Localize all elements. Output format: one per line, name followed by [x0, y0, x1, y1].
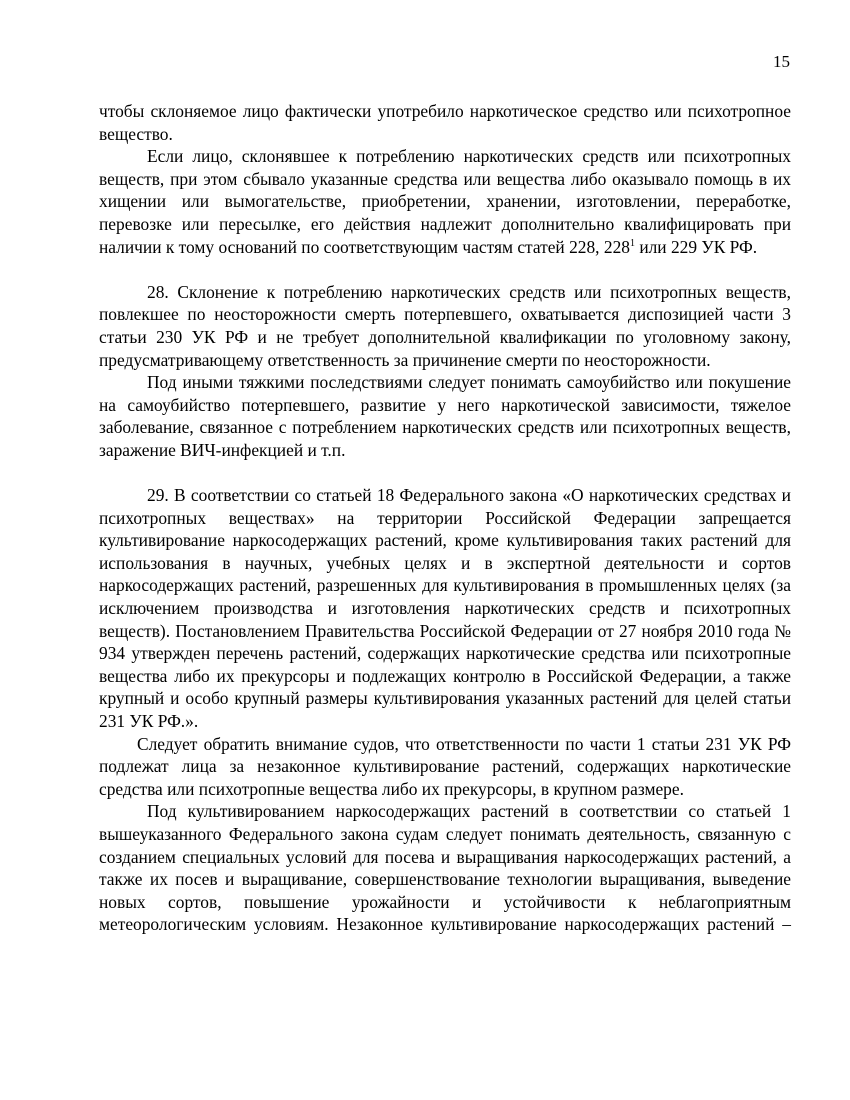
paragraph-item-29: 29. В соответствии со статьей 18 Федерального закона «О наркотических средствах и психотропных веществах» на территории Российской Федерации запрещается культивирование наркосодержащих растений, кроме культивирования таких растений для использования в научных, учебных целях и в экспертной деятельности и сортов наркосодержащих растений, разрешенных для культивирования в промышленных целях (за исключением производства и изготовления наркотических средств и психотропных веществ). Постановлением Правительства Российской Федерации от 27 ноября 2010 года № 934 утвержден перечень растений, содержащих наркотические средства или психотропные вещества либо их прекурсоры и подлежащих контролю в Российской Федерации, а также крупный и особо крупный размеры культивирования указанных растений для целей статьи 231 УК РФ.».: [99, 485, 791, 732]
paragraph-combined-qualification: [99, 145, 791, 258]
paragraph-continuation: чтобы склоняемое лицо фактически употребило наркотическое средство или психотропное вещество.: [99, 101, 791, 144]
paragraph-court-attention: Следует обратить внимание судов, что ответственности по части 1 статьи 231 УК РФ подлежат лица за незаконное культивирование растений, содержащих наркотические средства или психотропные вещества либо их прекурсоры, в крупном размере.: [99, 733, 791, 799]
article-superscript: 1: [629, 237, 635, 249]
paragraph-text-end: или 229 УК РФ.: [634, 236, 758, 257]
page-number: 15: [773, 52, 790, 71]
paragraph-item-28: 28. Склонение к потреблению наркотических средств или психотропных веществ, повлекшее по неосторожности смерть потерпевшего, охватывается диспозицией части 3 статьи 230 УК РФ и не требует дополнительной квалификации по уголовному закону, предусматривающему ответственность за причинение смерти по неосторожности.: [99, 281, 791, 370]
document-body: [99, 100, 791, 936]
paragraph-grave-consequences: Под иными тяжкими последствиями следует понимать самоубийство или покушение на самоубийство потерпевшего, развитие у него наркотической зависимости, тяжелое заболевание, связанное с потреблением наркотических средств или психотропных веществ, заражение ВИЧ-инфекцией и т.п.: [99, 372, 791, 460]
paragraph-cultivation-definition: Под культивированием наркосодержащих растений в соответствии со статьей 1 вышеуказанного Федерального закона судам следует понимать деятельность, связанную с созданием специальных условий для посева и выращивания наркосодержащих растений, а также их посев и выращивание, совершенствование технологии выращивания, выведение новых сортов, повышение урожайности и устойчивости к неблагоприятным метеорологическим условиям. Незаконное культивирование наркосодержащих растений –: [99, 801, 791, 935]
paragraph-text: Если лицо, склонявшее к потреблению наркотических средств или психотропных веществ, при этом сбывало указанные средства или вещества либо оказывало помощь в их хищении или вымогательстве, приобретении, хранении, изготовлении, переработке, перевозке или пересылке, его действия надлежит дополнительно квалифицировать при наличии к тому оснований по соответствующим частям статей 228, 228: [99, 146, 791, 257]
